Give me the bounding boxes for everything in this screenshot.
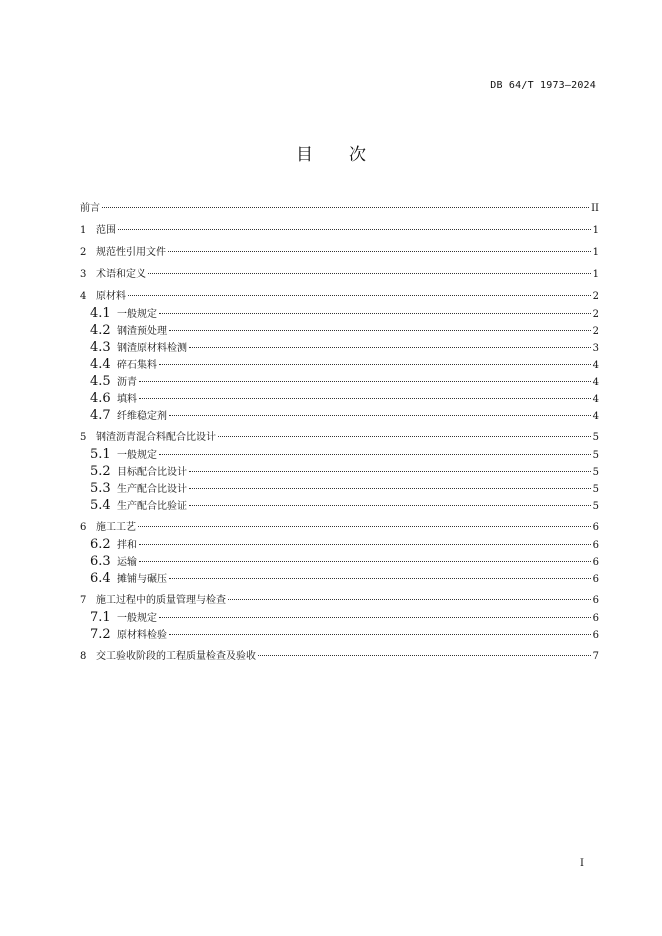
toc-entry-page: 7 <box>592 651 599 662</box>
toc-dot-leader <box>102 207 589 208</box>
toc-entry[interactable] <box>80 244 599 261</box>
toc-dot-leader <box>169 415 591 416</box>
toc-dot-leader <box>118 229 591 230</box>
toc-entry-page: 6 <box>592 540 599 551</box>
toc-entry-label: 碎石集料 <box>117 360 157 371</box>
toc-entry[interactable] <box>80 222 599 239</box>
toc-dot-leader <box>168 251 591 252</box>
toc-dot-leader <box>169 634 591 635</box>
toc-entry-page: II <box>591 203 599 214</box>
toc-entry-page: 4 <box>592 360 599 371</box>
toc-dot-leader <box>139 561 591 562</box>
toc-entry-page: 1 <box>592 225 599 236</box>
toc-subentry[interactable] <box>80 570 599 587</box>
toc-entry-number: 3 <box>80 269 87 280</box>
toc-entry-page: 4 <box>592 377 599 388</box>
toc-entry-label: 一般规定 <box>117 613 157 624</box>
toc-entry-page: 2 <box>592 309 599 320</box>
toc-subentry[interactable] <box>80 536 599 553</box>
toc-dot-leader <box>139 381 591 382</box>
toc-entry-number: 6.2 <box>90 537 111 552</box>
toc-entry-label: 运输 <box>117 557 137 568</box>
toc-entry-page: 6 <box>592 557 599 568</box>
toc-entry-page: 6 <box>592 574 599 585</box>
toc-entry-page: 6 <box>592 595 599 606</box>
toc-entry-number: 7.2 <box>90 627 111 642</box>
toc-entry[interactable] <box>80 592 599 609</box>
toc-dot-leader <box>139 398 591 399</box>
toc-entry[interactable] <box>80 288 599 305</box>
toc-entry-page: 1 <box>592 247 599 258</box>
toc-entry-label: 交工验收阶段的工程质量检查及验收 <box>96 651 256 662</box>
toc-subentry[interactable] <box>80 446 599 463</box>
toc-subentry[interactable] <box>80 407 599 424</box>
toc-entry-label: 施工过程中的质量管理与检查 <box>96 595 226 606</box>
toc-entry-page: 1 <box>592 269 599 280</box>
toc-entry-number: 1 <box>80 225 87 236</box>
toc-entry-number: 4 <box>80 291 87 302</box>
toc-list <box>80 200 599 665</box>
toc-entry-page: 4 <box>592 394 599 405</box>
toc-entry-page: 5 <box>592 467 599 478</box>
toc-entry-label: 前言 <box>80 203 100 214</box>
toc-dot-leader <box>228 599 591 600</box>
toc-entry-label: 填料 <box>117 394 137 405</box>
toc-subentry[interactable] <box>80 356 599 373</box>
toc-entry-number: 4.4 <box>90 357 111 372</box>
toc-dot-leader <box>159 617 591 618</box>
page-number: I <box>580 858 584 869</box>
toc-entry[interactable] <box>80 519 599 536</box>
toc-entry[interactable] <box>80 266 599 283</box>
toc-entry-page: 4 <box>592 411 599 422</box>
toc-entry-number: 2 <box>80 247 87 258</box>
toc-entry[interactable] <box>80 648 599 665</box>
toc-dot-leader <box>258 655 591 656</box>
toc-entry-page: 5 <box>592 484 599 495</box>
toc-entry-page: 3 <box>592 343 599 354</box>
toc-entry-label: 摊铺与碾压 <box>117 574 167 585</box>
toc-entry-number: 7.1 <box>90 610 111 625</box>
toc-entry-number: 4.7 <box>90 408 111 423</box>
toc-entry-number: 8 <box>80 651 87 662</box>
toc-entry-page: 6 <box>592 613 599 624</box>
toc-entry-number: 4.5 <box>90 374 111 389</box>
toc-entry-number: 5 <box>80 432 87 443</box>
toc-dot-leader <box>218 436 591 437</box>
toc-entry-number: 6.4 <box>90 571 111 586</box>
toc-title <box>0 140 662 165</box>
toc-entry-label: 拌和 <box>117 540 137 551</box>
toc-subentry[interactable] <box>80 626 599 643</box>
toc-entry-page: 2 <box>592 291 599 302</box>
toc-dot-leader <box>189 488 591 489</box>
toc-subentry[interactable] <box>80 609 599 626</box>
toc-subentry[interactable] <box>80 339 599 356</box>
toc-dot-leader <box>189 471 591 472</box>
toc-subentry[interactable] <box>80 373 599 390</box>
toc-entry[interactable] <box>80 429 599 446</box>
toc-entry-label: 原材料 <box>96 291 126 302</box>
toc-entry-number: 4.6 <box>90 391 111 406</box>
toc-entry[interactable] <box>80 200 599 217</box>
toc-entry-number: 5.4 <box>90 498 111 513</box>
toc-subentry[interactable] <box>80 322 599 339</box>
toc-entry-label: 生产配合比设计 <box>117 484 187 495</box>
toc-dot-leader <box>189 505 591 506</box>
toc-entry-label: 沥青 <box>117 377 137 388</box>
toc-entry-label: 范围 <box>96 225 116 236</box>
toc-title-part-2: 次 <box>349 145 366 165</box>
toc-subentry[interactable] <box>80 305 599 322</box>
toc-dot-leader <box>138 526 591 527</box>
toc-dot-leader <box>159 313 591 314</box>
toc-entry-label: 施工工艺 <box>96 522 136 533</box>
toc-entry-number: 5.3 <box>90 481 111 496</box>
toc-entry-number: 4.2 <box>90 323 111 338</box>
toc-subentry[interactable] <box>80 497 599 514</box>
toc-subentry[interactable] <box>80 553 599 570</box>
toc-entry-number: 4.1 <box>90 306 111 321</box>
toc-dot-leader <box>148 273 591 274</box>
toc-entry-number: 6 <box>80 522 87 533</box>
toc-entry-label: 钢渣原材料检测 <box>117 343 187 354</box>
toc-entry-label: 规范性引用文件 <box>96 247 166 258</box>
toc-subentry[interactable] <box>80 463 599 480</box>
toc-dot-leader <box>169 330 591 331</box>
toc-entry-number: 5.2 <box>90 464 111 479</box>
toc-entry-label: 目标配合比设计 <box>117 467 187 478</box>
toc-entry-page: 2 <box>592 326 599 337</box>
toc-entry-label: 生产配合比验证 <box>117 501 187 512</box>
toc-entry-label: 钢渣沥青混合料配合比设计 <box>96 432 216 443</box>
toc-entry-page: 6 <box>592 522 599 533</box>
toc-dot-leader <box>159 454 591 455</box>
toc-entry-label: 钢渣预处理 <box>117 326 167 337</box>
toc-entry-number: 7 <box>80 595 87 606</box>
toc-entry-page: 6 <box>592 630 599 641</box>
toc-dot-leader <box>169 578 591 579</box>
toc-entry-number: 4.3 <box>90 340 111 355</box>
toc-entry-page: 5 <box>592 432 599 443</box>
toc-entry-label: 术语和定义 <box>96 269 146 280</box>
toc-subentry[interactable] <box>80 480 599 497</box>
toc-dot-leader <box>139 544 591 545</box>
toc-subentry[interactable] <box>80 390 599 407</box>
toc-dot-leader <box>159 364 591 365</box>
toc-title-part-1: 目 <box>296 145 313 165</box>
toc-entry-label: 原材料检验 <box>117 630 167 641</box>
toc-entry-number: 6.3 <box>90 554 111 569</box>
toc-entry-label: 纤维稳定剂 <box>117 411 167 422</box>
toc-dot-leader <box>189 347 591 348</box>
toc-entry-number: 5.1 <box>90 447 111 462</box>
toc-entry-label: 一般规定 <box>117 450 157 461</box>
toc-entry-page: 5 <box>592 450 599 461</box>
toc-dot-leader <box>128 295 591 296</box>
toc-entry-page: 5 <box>592 501 599 512</box>
toc-entry-label: 一般规定 <box>117 309 157 320</box>
document-code: DB 64/T 1973—2024 <box>490 80 596 91</box>
